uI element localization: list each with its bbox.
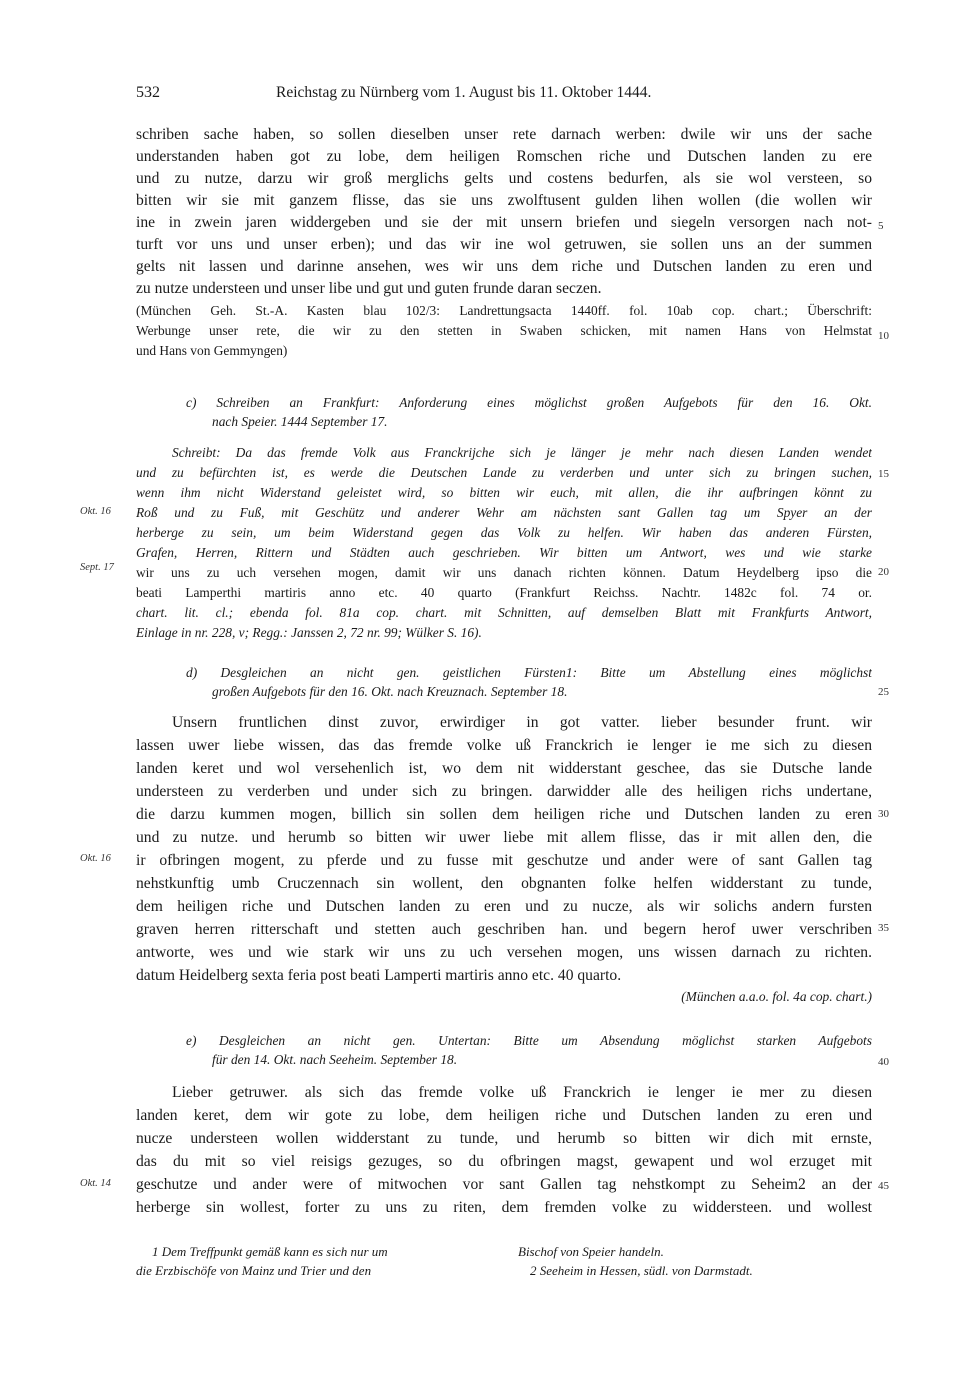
margin-date-note: Sept. 17 xyxy=(80,562,114,573)
text-line: understanden haben got zu lobe, dem heiligen Romschen riche und Dutschen landen zu ere xyxy=(136,148,872,165)
text-line: landen keret, dem wir gote zu lobe, dem heiligen riche und Dutschen landen zu eren und xyxy=(136,1107,872,1124)
source-note: (München Geh. St.-A. Kasten blau 102/3: Landrettungsacta 1440ff. fol. 10ab cop. chart.; Überschrift: xyxy=(136,303,872,318)
text-line: schriben sache haben, so sollen dieselben unser rete darnach werben: dwile wir uns der sache xyxy=(136,126,872,143)
text-line: lassen uwer liebe wissen, das das fremde volke uß Franckrich ie lenger ie me sich zu diesen xyxy=(136,737,872,754)
footnote-1: Bischof von Speier handeln. xyxy=(518,1244,664,1259)
text-line: ir ofbringen mogent, zu pferde und zu fusse mit geschutze und ander were of sant Gallen tag xyxy=(136,852,872,869)
line-number: 20 xyxy=(878,566,889,578)
summary-line: und zu befürchten ist, es werde die Deutschen Lande zu verderben und unter sich zu bringen suchen, xyxy=(136,465,872,480)
text-line: und zu nutze, darzu wir groß merglichs gelts und costens bedurfen, als sie wol versteen, so xyxy=(136,170,872,187)
text-line: turft vor uns und unser erben); und das wir ine wol getruwen, sie sollen uns an der summen xyxy=(136,236,872,253)
text-line: Unsern fruntlichen dinst zuvor, erwirdiger in got vatter. lieber besunder frunt. wir xyxy=(172,714,872,731)
summary-line: Einlage in nr. 228, v; Regg.: Janssen 2, 72 nr. 99; Wülker S. 16). xyxy=(136,625,482,640)
line-number: 5 xyxy=(878,220,884,232)
summary-line: Grafen, Herren, Rittern und Städten auch geschrieben. Wir bitten um Antwort, wes und wie starke xyxy=(136,545,872,560)
summary-line: beati Lamperthi martiris anno etc. 40 quarto (Frankfurt Reichss. Nachtr. 1482c fol. 74 or. xyxy=(136,585,872,600)
line-number: 30 xyxy=(878,808,889,820)
text-line: graven herren ritterschaft und stetten auch geschriben han. und begern herof uwer verschriben xyxy=(136,921,872,938)
line-number: 10 xyxy=(878,330,889,342)
line-number: 40 xyxy=(878,1056,889,1068)
page-header xyxy=(136,84,872,108)
line-number: 15 xyxy=(878,468,889,480)
summary-line: wenn ihm nicht Widerstand geleistet wird, so bitten wir euch, mit allen, die ihr aufbringen könnt zu xyxy=(136,485,872,500)
section-heading-e: e) Desgleichen an nicht gen. Untertan: Bitte um Absendung möglichst starken Aufgebots xyxy=(186,1033,872,1048)
text-line: die darzu kummen mogen, billich sin sollen dem heiligen riche und Dutschen landen zu eren xyxy=(136,806,872,823)
summary-line: chart. lit. cl.; ebenda fol. 81a cop. chart. mit Schnitten, auf demselben Blatt mit Frankfurts Antwort, xyxy=(136,605,872,620)
section-heading-c: c) Schreiben an Frankfurt: Anforderung eines möglichst großen Aufgebots für den 16. Okt. xyxy=(186,395,872,410)
line-number: 45 xyxy=(878,1180,889,1192)
margin-date-note: Okt. 16 xyxy=(80,853,111,864)
source-note: Werbunge unser rete, die wir zu den stetten in Swaben schicken, mit namen Hans von Helmstat xyxy=(136,323,872,338)
footnote-2: 2 Seeheim in Hessen, südl. von Darmstadt. xyxy=(530,1263,753,1278)
source-note: (München a.a.o. fol. 4a cop. chart.) xyxy=(681,989,872,1004)
footnote-1: die Erzbischöfe von Mainz und Trier und den xyxy=(136,1263,372,1278)
text-line: Lieber getruwer. als sich das fremde volke uß Franckrich ie lenger ie mer zu diesen xyxy=(172,1084,872,1101)
text-line: antworte, wes und wie stark wir uns zu uch versehen mogen, uns wissen darnach zu richten. xyxy=(136,944,872,961)
text-line: dem heiligen riche und Dutschen landen zu eren und zu nucze, als wir solichs andern fursten xyxy=(136,898,872,915)
text-line: landen keret und wol versehenlich ist, wo dem nit widderstant geschee, das sie Dutsche lande xyxy=(136,760,872,777)
running-title: Reichstag zu Nürnberg vom 1. August bis 11. Oktober 1444. xyxy=(276,84,652,101)
text-line: understeen zu verderben und under sich zu bringen. darwidder alle des heiligen richs undertane, xyxy=(136,783,872,800)
source-note: und Hans von Gemmyngen) xyxy=(136,343,288,358)
text-line: gelts nit lassen und darinne ansehen, wes wir uns dem riche und Dutschen landen zu eren und xyxy=(136,258,872,275)
summary-line: Roß und zu Fuß, mit Geschütz und anderer Wehr am nächsten sant Gallen tag um Spyer an der xyxy=(136,505,872,520)
text-line: und zu nutze. und herumb so bitten wir uwer liebe mit allem flisse, das ir mit allen den, die xyxy=(136,829,872,846)
section-heading-d: d) Desgleichen an nicht gen. geistlichen Fürsten1: Bitte um Abstellung eines möglichst xyxy=(186,665,872,680)
section-heading-e: für den 14. Okt. nach Seeheim. September 18. xyxy=(212,1052,458,1067)
text-line: nucze understeen wollen widderstant zu tunde, und herumb so bitten wir dich mit ernste, xyxy=(136,1130,872,1147)
text-line: herberge sin wollest, forter zu uns zu riten, dem fremden volke zu widdersteen. und wollest xyxy=(136,1199,872,1216)
text-line: nehstkunftig umb Cruczennach sin wollent, den obgnanten folke helfen widderstant zu tunde, xyxy=(136,875,872,892)
section-heading-d: großen Aufgebots für den 16. Okt. nach Kreuznach. September 18. xyxy=(212,684,568,699)
text-line: datum Heidelberg sexta feria post beati Lamperti martiris anno etc. 40 quarto. xyxy=(136,967,622,984)
page-number: 532 xyxy=(136,84,160,101)
summary-line: wir uns zu uch versehen mogen, damit wir uns danach richten können. Datum Heydelberg ipso die xyxy=(136,565,872,580)
text-line: geschutze und ander were of mitwochen vor sant Gallen tag nehstkompt zu Seheim2 an der xyxy=(136,1176,872,1193)
line-number: 35 xyxy=(878,922,889,934)
margin-date-note: Okt. 14 xyxy=(80,1178,111,1189)
summary-line: herberge zu sein, um beim Widerstand gegen das Volk zu helfen. Wir haben das anderen Fürsten, xyxy=(136,525,872,540)
text-line: zu nutze understeen und unser libe und gut und guten frunde daran seczen. xyxy=(136,280,602,297)
summary-line: Schreibt: Da das fremde Volk aus Franckrijche sich je länger je mehr nach diesen Landen wendet xyxy=(172,445,872,460)
footnote-1: 1 Dem Treffpunkt gemäß kann es sich nur um xyxy=(152,1244,388,1259)
text-line: bitten wir sie mit ganzem flisse, das sie uns zwolftusent gulden lihen wollen (die wollen wir xyxy=(136,192,872,209)
margin-date-note: Okt. 16 xyxy=(80,506,111,517)
section-heading-c: nach Speier. 1444 September 17. xyxy=(212,414,388,429)
line-number: 25 xyxy=(878,686,889,698)
text-line: ine in zwein jaren widdergeben und sie der mit unsern briefen und siegeln versorgen nach not- xyxy=(136,214,872,231)
text-line: das du mit so viel reisigs gezuges, so du ofbringen magst, gewapent und wol erzuget mit xyxy=(136,1153,872,1170)
